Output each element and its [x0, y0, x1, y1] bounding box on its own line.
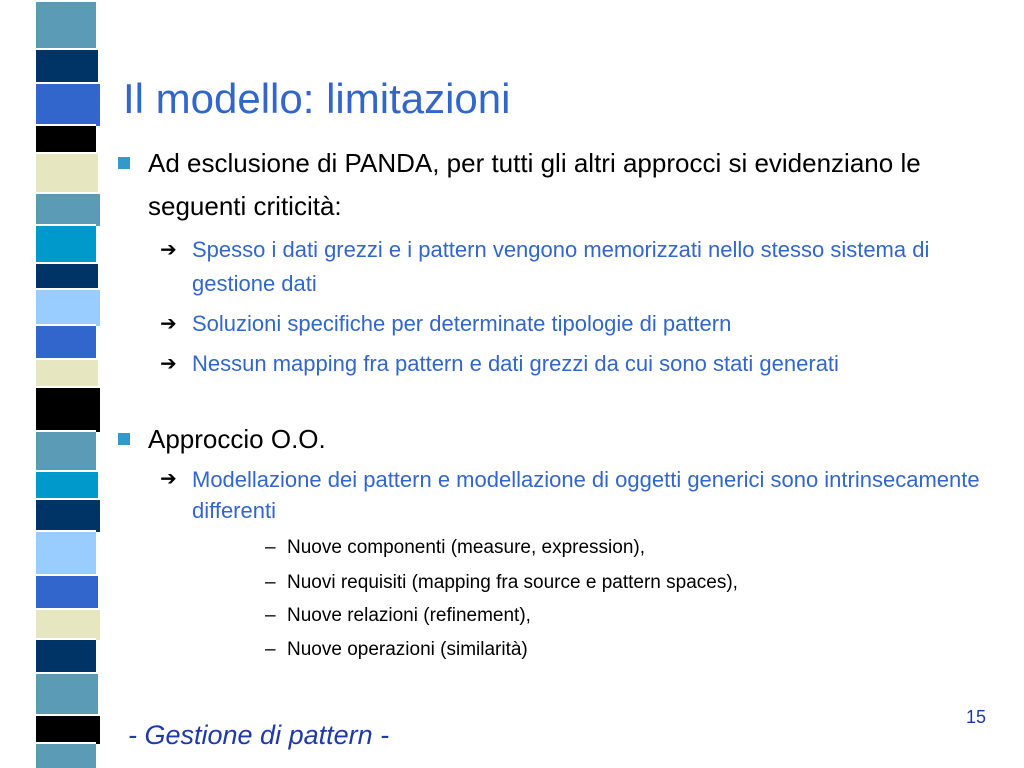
- sub-sub-bullet-item: [265, 571, 738, 595]
- stripe-block: [36, 714, 100, 744]
- stripe-block: [36, 386, 100, 432]
- sub-bullet-text: Soluzioni specifiche per determinate tipologie di pattern: [192, 311, 732, 336]
- stripe-block: [36, 0, 96, 50]
- stripe-block: [36, 430, 96, 472]
- sub-sub-bullet-item: [265, 604, 531, 628]
- sub-sub-bullet-text: Nuove componenti (measure, expression),: [287, 537, 646, 558]
- stripe-block: [36, 574, 98, 610]
- square-bullet-icon: [118, 157, 130, 169]
- stripe-block: [36, 742, 96, 768]
- slide-title: Il modello: limitazioni: [123, 75, 511, 122]
- arrow-icon: ➔: [160, 313, 177, 335]
- arrow-icon: ➔: [160, 239, 177, 261]
- sub-bullet-text: Spesso i dati grezzi e i pattern vengono memorizzati nello stesso sistema di gestione dati: [192, 237, 930, 296]
- bullet-text: Ad esclusione di PANDA, per tutti gli altri approcci si evidenziano le seguenti criticità:: [148, 148, 921, 221]
- sub-bullet-text: Nessun mapping fra pattern e dati grezzi da cui sono stati generati: [192, 351, 839, 376]
- arrow-icon: ➔: [160, 468, 177, 490]
- stripe-block: [36, 324, 96, 360]
- stripe-block: [36, 124, 96, 154]
- stripe-block: [36, 638, 96, 674]
- stripe-block: [36, 224, 96, 264]
- page-number: 15: [966, 707, 987, 727]
- stripe-block: [36, 530, 96, 576]
- sub-bullet-text: Modellazione dei pattern e modellazione di oggetti generici sono intrinsecamente differenti: [192, 467, 980, 523]
- sub-bullet-item: [160, 307, 1015, 341]
- decorative-stripe: [0, 0, 100, 768]
- stripe-block: [36, 358, 98, 388]
- dash-icon: –: [265, 537, 276, 558]
- bullet-text: Approccio O.O.: [148, 424, 326, 454]
- stripe-block: [36, 672, 98, 716]
- square-bullet-icon: [118, 433, 130, 445]
- dash-icon: –: [265, 639, 276, 660]
- sub-bullet-item: [160, 233, 1015, 301]
- dash-icon: –: [265, 605, 276, 626]
- sub-sub-bullet-text: Nuove relazioni (refinement),: [287, 605, 531, 626]
- sub-sub-bullet-item: [265, 536, 645, 560]
- stripe-block: [36, 48, 98, 84]
- sub-sub-bullet-item: [265, 638, 528, 662]
- stripe-block: [36, 288, 100, 326]
- stripe-block: [36, 192, 100, 226]
- stripe-block: [36, 608, 100, 640]
- dash-icon: –: [265, 572, 276, 593]
- stripe-block: [36, 82, 100, 126]
- sub-bullet-item: [160, 347, 1015, 381]
- stripe-block: [36, 498, 100, 532]
- sub-sub-bullet-text: Nuovi requisiti (mapping fra source e pattern spaces),: [287, 572, 738, 593]
- slide-footer: - Gestione di pattern -: [128, 720, 390, 750]
- arrow-icon: ➔: [160, 353, 177, 375]
- sub-bullet-item: [160, 464, 1015, 526]
- sub-sub-bullet-text: Nuove operazioni (similarità): [287, 639, 528, 660]
- bullet-item: [118, 418, 1008, 461]
- stripe-block: [36, 262, 98, 290]
- stripe-block: [36, 152, 98, 194]
- stripe-block: [36, 470, 98, 500]
- bullet-item: [118, 142, 1008, 228]
